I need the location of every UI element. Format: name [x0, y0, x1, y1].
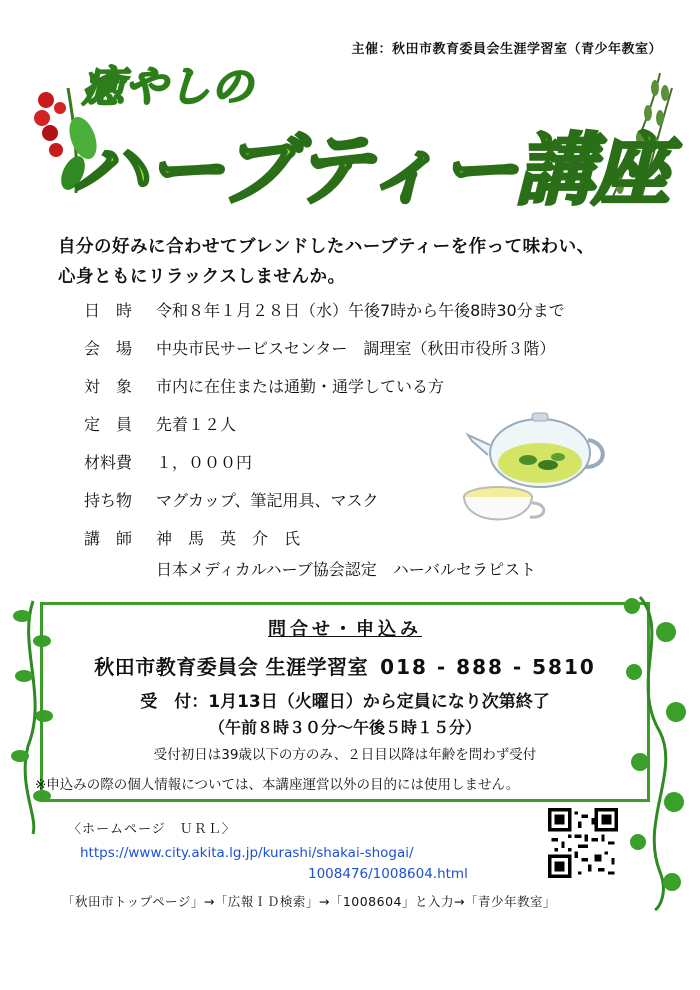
- teapot-cup-illustration-icon: [458, 405, 618, 535]
- detail-label: 材料費: [84, 453, 133, 472]
- intro-line1: 自分の好みに合わせてブレンドしたハーブティーを作って味わい、: [58, 237, 595, 257]
- contact-org-line: [43, 651, 647, 680]
- contact-org: 秋田市教育委員会 生涯学習室: [94, 655, 369, 679]
- contact-phone[interactable]: 018 - 888 - 5810: [380, 655, 596, 679]
- contact-box: [35, 602, 650, 802]
- detail-label: 持ち物: [84, 491, 133, 510]
- homepage-label: 〈ホームページ ＵＲＬ〉: [68, 822, 236, 837]
- title-line1: 癒やしの: [82, 62, 255, 111]
- detail-value: 令和８年１月２８日（水）午後7時から午後8時30分まで: [156, 301, 565, 320]
- detail-row-instructor: [84, 526, 565, 586]
- reception-period: 受 付：1月13日（火曜日）から定員になり次第終了: [140, 692, 550, 712]
- detail-label: 対 象: [84, 377, 133, 396]
- detail-row-datetime: [84, 298, 565, 336]
- contact-heading-wrap: [43, 615, 647, 641]
- sponsor-line: 主催：秋田市教育委員会生涯学習室（青少年教室）: [351, 42, 662, 57]
- instructor-credential: 日本メディカルハーブ協会認定 ハーバルセラピスト: [156, 560, 537, 579]
- detail-value: マグカップ、筆記用具、マスク: [156, 491, 379, 510]
- search-instructions: 「秋田市トップページ」→「広報ＩＤ検索」→「1008604」と入力→「青少年教室」: [62, 894, 556, 909]
- contact-heading: 問合せ・申込み: [268, 619, 422, 640]
- detail-value: 先着１２人: [156, 415, 237, 434]
- reception-note: 受付初日は39歳以下の方のみ、２日目以降は年齢を問わず受付: [153, 747, 537, 763]
- reception-hours: （午前８時３０分～午後５時１５分）: [208, 718, 481, 737]
- intro-line2: 心身ともにリラックスしませんか。: [58, 267, 346, 287]
- detail-label: 定 員: [84, 415, 133, 434]
- title-line2: ハーブティー講座: [70, 126, 668, 216]
- qr-code-icon[interactable]: [548, 808, 618, 878]
- detail-label: 日 時: [84, 301, 133, 320]
- intro-text: [58, 232, 595, 292]
- instructor-name: 神 馬 英 介 氏: [156, 529, 301, 548]
- detail-value: 中央市民サービスセンター 調理室（秋田市役所３階）: [156, 339, 556, 358]
- detail-label: 講 師: [84, 529, 133, 548]
- detail-value: 市内に在住または通勤・通学している方: [156, 377, 445, 396]
- detail-value: １，０００円: [156, 453, 253, 472]
- privacy-note: ※申込みの際の個人情報については、本講座運営以外の目的には使用しません。: [35, 777, 520, 793]
- vine-right-icon: [620, 592, 690, 912]
- detail-label: 会 場: [84, 339, 133, 358]
- detail-row-venue: [84, 336, 565, 374]
- homepage-url-line1[interactable]: https://www.city.akita.lg.jp/kurashi/shakai-shogai/: [80, 845, 414, 861]
- homepage-url-line2[interactable]: 1008476/1008604.html: [308, 866, 468, 882]
